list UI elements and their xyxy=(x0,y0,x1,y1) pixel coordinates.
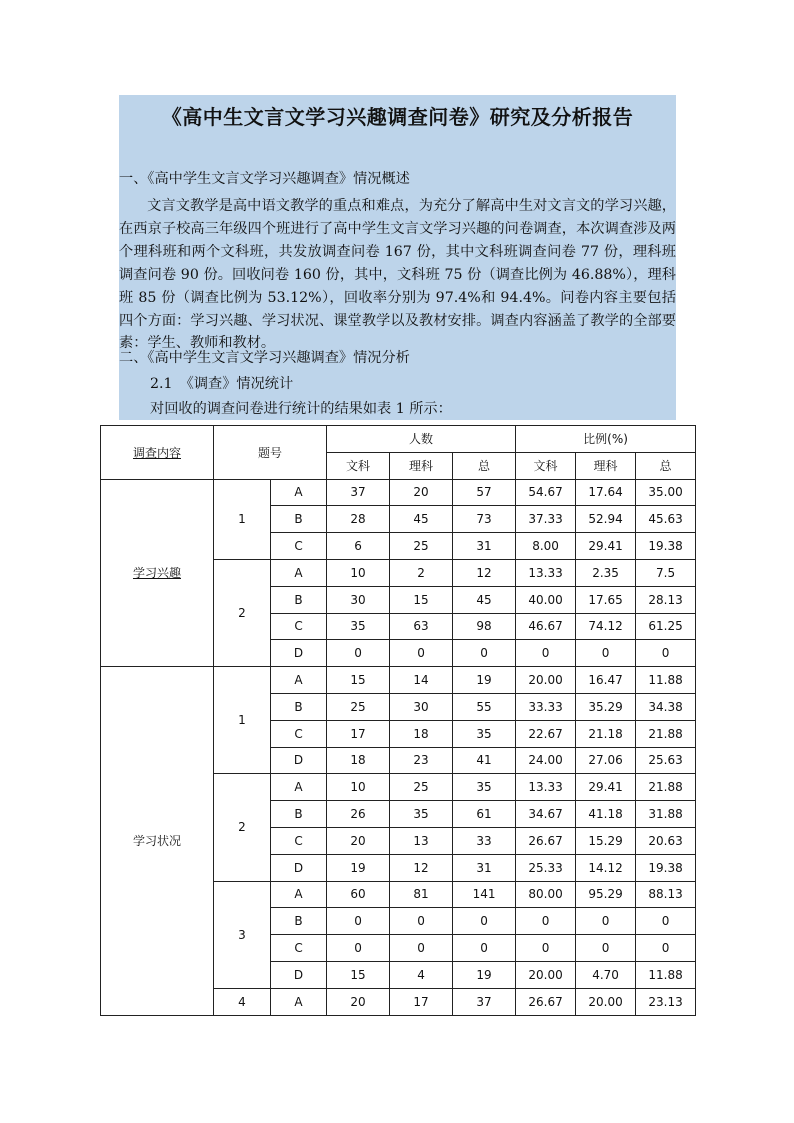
question-number-cell: 1 xyxy=(214,479,271,559)
value-cell: 14.12 xyxy=(576,854,636,881)
value-cell: 0 xyxy=(636,640,696,667)
value-cell: 20.63 xyxy=(636,827,696,854)
value-cell: 2.35 xyxy=(576,559,636,586)
value-cell: 28.13 xyxy=(636,586,696,613)
value-cell: 26.67 xyxy=(516,827,576,854)
value-cell: 30 xyxy=(390,693,453,720)
value-cell: 34.38 xyxy=(636,693,696,720)
value-cell: 13.33 xyxy=(516,559,576,586)
value-cell: 0 xyxy=(516,935,576,962)
value-cell: 11.88 xyxy=(636,961,696,988)
option-cell: C xyxy=(271,720,327,747)
paragraph-line: 查比例为 46.88%），理科班 85 份（调查比例为 53.12%），回收率分别为 97.4% xyxy=(119,266,676,306)
value-cell: 0 xyxy=(453,935,516,962)
value-cell: 29.41 xyxy=(576,774,636,801)
value-cell: 21.88 xyxy=(636,774,696,801)
value-cell: 80.00 xyxy=(516,881,576,908)
value-cell: 15.29 xyxy=(576,827,636,854)
value-cell: 37.33 xyxy=(516,506,576,533)
subsection-heading: 2.1 《调查》情况统计 xyxy=(150,376,294,392)
option-cell: B xyxy=(271,586,327,613)
subheader-cell: 文科 xyxy=(327,452,390,479)
option-cell: C xyxy=(271,613,327,640)
value-cell: 19 xyxy=(453,961,516,988)
value-cell: 26 xyxy=(327,801,390,828)
value-cell: 35.29 xyxy=(576,693,636,720)
value-cell: 13 xyxy=(390,827,453,854)
value-cell: 12 xyxy=(453,559,516,586)
section-heading-1: 一、《高中学生文言文学习兴趣调查》情况概述 xyxy=(119,171,410,187)
subheader-cell: 理科 xyxy=(390,452,453,479)
subheader-cell: 总 xyxy=(453,452,516,479)
value-cell: 40.00 xyxy=(516,586,576,613)
value-cell: 18 xyxy=(327,747,390,774)
value-cell: 33.33 xyxy=(516,693,576,720)
value-cell: 12 xyxy=(390,854,453,881)
value-cell: 25.33 xyxy=(516,854,576,881)
option-cell: B xyxy=(271,693,327,720)
subheader-cell: 文科 xyxy=(516,452,576,479)
value-cell: 34.67 xyxy=(516,801,576,828)
value-cell: 88.13 xyxy=(636,881,696,908)
value-cell: 16.47 xyxy=(576,667,636,694)
value-cell: 0 xyxy=(453,908,516,935)
value-cell: 0 xyxy=(453,640,516,667)
value-cell: 55 xyxy=(453,693,516,720)
value-cell: 6 xyxy=(327,533,390,560)
value-cell: 45 xyxy=(390,506,453,533)
subheader-cell: 总 xyxy=(636,452,696,479)
page-title: 《高中生文言文学习兴趣调查问卷》研究及分析报告 xyxy=(161,105,634,129)
option-cell: B xyxy=(271,908,327,935)
header-ratio: 比例(%) xyxy=(516,426,696,453)
paragraph-line: 查问卷 77 份，理科班调查问卷 90 份。回收问卷 160 份，其中，文科班 75 份（调 xyxy=(119,243,676,283)
value-cell: 54.67 xyxy=(516,479,576,506)
option-cell: D xyxy=(271,640,327,667)
value-cell: 21.18 xyxy=(576,720,636,747)
option-cell: B xyxy=(271,506,327,533)
value-cell: 19 xyxy=(453,667,516,694)
value-cell: 21.88 xyxy=(636,720,696,747)
value-cell: 24.00 xyxy=(516,747,576,774)
value-cell: 11.88 xyxy=(636,667,696,694)
option-cell: D xyxy=(271,747,327,774)
option-cell: A xyxy=(271,559,327,586)
value-cell: 25 xyxy=(327,693,390,720)
value-cell: 18 xyxy=(390,720,453,747)
value-cell: 0 xyxy=(576,640,636,667)
value-cell: 10 xyxy=(327,774,390,801)
value-cell: 25 xyxy=(390,774,453,801)
value-cell: 95.29 xyxy=(576,881,636,908)
group-name-cell: 学习兴趣 xyxy=(101,479,214,667)
paragraph-line: 本次调查涉及两个理科班和两个文科班，共发放调查问卷 167 份，其中文科班调 xyxy=(119,220,676,260)
option-cell: B xyxy=(271,801,327,828)
question-number-cell: 3 xyxy=(214,881,271,988)
value-cell: 33 xyxy=(453,827,516,854)
value-cell: 0 xyxy=(390,935,453,962)
option-cell: A xyxy=(271,667,327,694)
value-cell: 10 xyxy=(327,559,390,586)
value-cell: 37 xyxy=(327,479,390,506)
value-cell: 14 xyxy=(390,667,453,694)
value-cell: 98 xyxy=(453,613,516,640)
value-cell: 141 xyxy=(453,881,516,908)
value-cell: 31.88 xyxy=(636,801,696,828)
value-cell: 31 xyxy=(453,533,516,560)
value-cell: 17 xyxy=(390,988,453,1015)
value-cell: 0 xyxy=(327,935,390,962)
value-cell: 81 xyxy=(390,881,453,908)
value-cell: 13.33 xyxy=(516,774,576,801)
value-cell: 35 xyxy=(453,720,516,747)
value-cell: 35 xyxy=(327,613,390,640)
header-count: 人数 xyxy=(327,426,516,453)
question-number-cell: 2 xyxy=(214,774,271,881)
value-cell: 7.5 xyxy=(636,559,696,586)
survey-table xyxy=(100,425,696,1016)
paragraph-line: 和 94.4%。问卷内容主要包括四个方面：学习兴趣、学习状况、课堂教学以及教 xyxy=(119,289,676,329)
value-cell: 46.67 xyxy=(516,613,576,640)
value-cell: 20.00 xyxy=(576,988,636,1015)
value-cell: 19 xyxy=(327,854,390,881)
option-cell: A xyxy=(271,881,327,908)
value-cell: 15 xyxy=(327,667,390,694)
value-cell: 35.00 xyxy=(636,479,696,506)
paragraph-line: 文言文教学是高中语文教学的重点和难点，为充分了解高中生对文言文的学 xyxy=(147,198,619,214)
value-cell: 29.41 xyxy=(576,533,636,560)
option-cell: A xyxy=(271,479,327,506)
option-cell: D xyxy=(271,854,327,881)
value-cell: 0 xyxy=(516,640,576,667)
value-cell: 20.00 xyxy=(516,667,576,694)
value-cell: 0 xyxy=(390,908,453,935)
value-cell: 0 xyxy=(576,908,636,935)
option-cell: C xyxy=(271,533,327,560)
value-cell: 35 xyxy=(453,774,516,801)
group-name-cell: 学习状况 xyxy=(101,667,214,1015)
value-cell: 8.00 xyxy=(516,533,576,560)
value-cell: 37 xyxy=(453,988,516,1015)
value-cell: 17.65 xyxy=(576,586,636,613)
value-cell: 2 xyxy=(390,559,453,586)
question-number-cell: 4 xyxy=(214,988,271,1015)
option-cell: C xyxy=(271,827,327,854)
overview-paragraph xyxy=(119,195,676,355)
value-cell: 41.18 xyxy=(576,801,636,828)
option-cell: A xyxy=(271,774,327,801)
value-cell: 20 xyxy=(327,827,390,854)
value-cell: 20.00 xyxy=(516,961,576,988)
value-cell: 15 xyxy=(390,586,453,613)
value-cell: 0 xyxy=(636,935,696,962)
paragraph-line: 习兴趣，在西京子校高三年级四个班进行了高中学生文言文学习兴趣的问卷调查， xyxy=(119,198,676,237)
value-cell: 27.06 xyxy=(576,747,636,774)
value-cell: 20 xyxy=(327,988,390,1015)
value-cell: 30 xyxy=(327,586,390,613)
value-cell: 15 xyxy=(327,961,390,988)
value-cell: 4 xyxy=(390,961,453,988)
table-row xyxy=(101,667,696,694)
table-row xyxy=(101,479,696,506)
header-question-number: 题号 xyxy=(214,426,327,480)
section-heading-2: 二、《高中学生文言文学习兴趣调查》情况分析 xyxy=(119,350,410,366)
option-cell: A xyxy=(271,988,327,1015)
value-cell: 19.38 xyxy=(636,533,696,560)
option-cell: D xyxy=(271,961,327,988)
header-survey-content: 调查内容 xyxy=(101,426,214,480)
value-cell: 0 xyxy=(516,908,576,935)
value-cell: 73 xyxy=(453,506,516,533)
value-cell: 19.38 xyxy=(636,854,696,881)
value-cell: 25.63 xyxy=(636,747,696,774)
value-cell: 0 xyxy=(390,640,453,667)
value-cell: 61.25 xyxy=(636,613,696,640)
value-cell: 35 xyxy=(390,801,453,828)
value-cell: 52.94 xyxy=(576,506,636,533)
table-intro: 对回收的调查问卷进行统计的结果如表 1 所示： xyxy=(150,401,452,417)
table-body xyxy=(101,479,696,1015)
question-number-cell: 1 xyxy=(214,667,271,774)
value-cell: 23 xyxy=(390,747,453,774)
value-cell: 45.63 xyxy=(636,506,696,533)
value-cell: 0 xyxy=(327,908,390,935)
value-cell: 4.70 xyxy=(576,961,636,988)
question-number-cell: 2 xyxy=(214,559,271,666)
value-cell: 41 xyxy=(453,747,516,774)
value-cell: 0 xyxy=(636,908,696,935)
value-cell: 20 xyxy=(390,479,453,506)
value-cell: 60 xyxy=(327,881,390,908)
value-cell: 0 xyxy=(327,640,390,667)
value-cell: 57 xyxy=(453,479,516,506)
value-cell: 17 xyxy=(327,720,390,747)
value-cell: 61 xyxy=(453,801,516,828)
value-cell: 22.67 xyxy=(516,720,576,747)
value-cell: 0 xyxy=(576,935,636,962)
option-cell: C xyxy=(271,935,327,962)
value-cell: 23.13 xyxy=(636,988,696,1015)
subheader-cell: 理科 xyxy=(576,452,636,479)
value-cell: 45 xyxy=(453,586,516,613)
paragraph-line: 材安排。调查内容涵盖了教学的全部要素：学生、教师和教材。 xyxy=(119,312,676,352)
value-cell: 26.67 xyxy=(516,988,576,1015)
value-cell: 25 xyxy=(390,533,453,560)
value-cell: 28 xyxy=(327,506,390,533)
value-cell: 31 xyxy=(453,854,516,881)
value-cell: 74.12 xyxy=(576,613,636,640)
value-cell: 17.64 xyxy=(576,479,636,506)
value-cell: 63 xyxy=(390,613,453,640)
